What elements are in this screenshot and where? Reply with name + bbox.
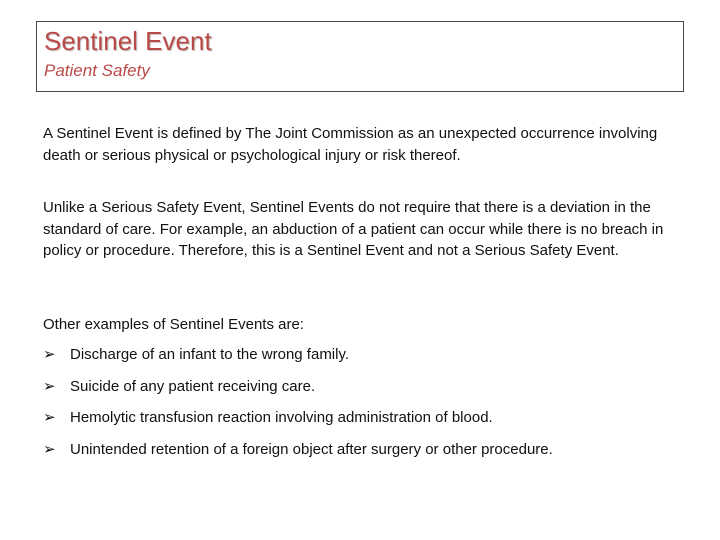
list-item — [43, 434, 683, 466]
list-item-text: Hemolytic transfusion reaction involving administration of blood. — [70, 409, 493, 427]
comparison-paragraph: Unlike a Serious Safety Event, Sentinel Events do not require that there is a deviation in the standard of care. For example, an abduction of a patient can occur while there is no breach in policy or procedure. Therefore, this is a Sentinel Event and not a Serious Safety Event. — [43, 199, 664, 259]
arrowhead-bullet-icon: ➢ — [43, 376, 56, 395]
list-item — [43, 339, 683, 371]
examples-list — [43, 339, 683, 465]
definition-paragraph: A Sentinel Event is defined by The Joint Commission as an unexpected occurrence involving death or serious physical or psychological injury or risk thereof. — [43, 125, 658, 164]
slide-subtitle: Patient Safety — [44, 61, 150, 80]
list-item — [43, 371, 683, 403]
list-item-text: Suicide of any patient receiving care. — [70, 377, 316, 395]
arrowhead-bullet-icon: ➢ — [43, 408, 56, 427]
arrowhead-bullet-icon: ➢ — [43, 345, 56, 364]
list-item — [43, 402, 683, 434]
slide-title: Sentinel Event — [44, 26, 212, 56]
arrowhead-bullet-icon: ➢ — [43, 439, 56, 458]
list-item-text: Discharge of an infant to the wrong family. — [70, 346, 350, 364]
title-box — [36, 21, 684, 92]
examples-heading: Other examples of Sentinel Events are: — [43, 316, 304, 333]
list-item-text: Unintended retention of a foreign object after surgery or other procedure. — [70, 440, 553, 458]
